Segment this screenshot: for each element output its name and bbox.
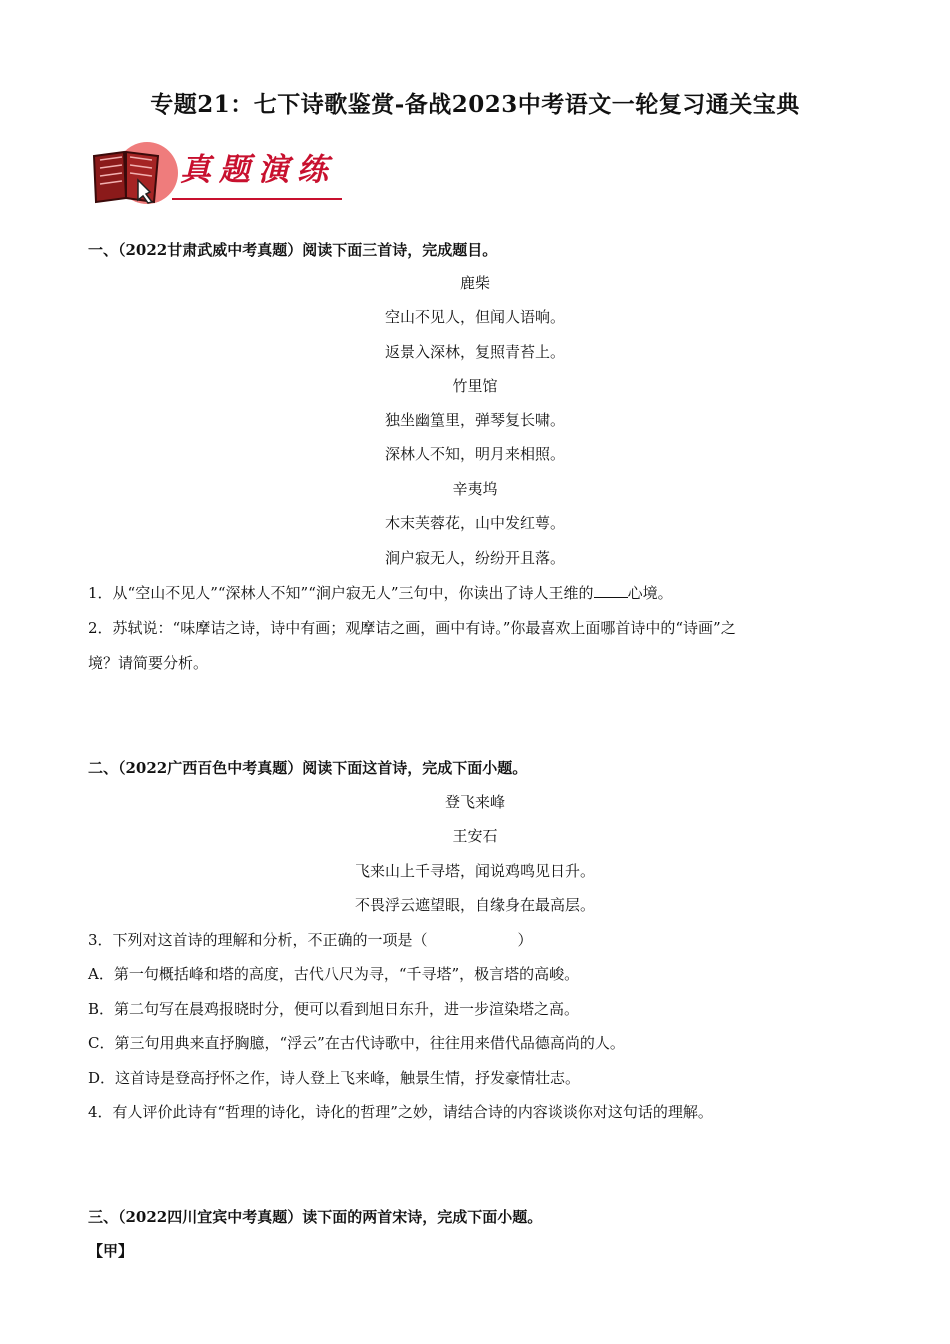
document-title: 专题21：七下诗歌鉴赏-备战2023中考语文一轮复习通关宝典	[150, 91, 800, 118]
section2-heading: 二、（2022广西百色中考真题）阅读下面这首诗，完成下面小题。	[88, 759, 528, 777]
question-1	[88, 583, 673, 603]
banner-underline	[172, 198, 342, 200]
poem-title: 鹿柴	[459, 274, 490, 292]
poem-title: 辛夷坞	[452, 480, 498, 498]
poem-author: 王安石	[452, 827, 498, 845]
poem-title: 登飞来峰	[444, 793, 505, 811]
section3-heading: 三、（2022四川宜宾中考真题）读下面的两首宋诗，完成下面小题。	[88, 1208, 543, 1226]
poem-line: 空山不见人，但闻人语响。	[384, 308, 565, 326]
answer-blank[interactable]	[594, 583, 628, 598]
option-a: A．第一句概括峰和塔的高度，古代八尺为寻，“千寻塔”，极言塔的高峻。	[88, 965, 580, 983]
book-icon	[88, 146, 166, 204]
section1-heading: 一、（2022甘肃武威中考真题）阅读下面三首诗，完成题目。	[88, 241, 498, 259]
poem-line: 涧户寂无人，纷纷开且落。	[384, 549, 565, 567]
option-b: B．第二句写在晨鸡报晓时分，便可以看到旭日东升，进一步渲染塔之高。	[88, 1000, 580, 1018]
poem-line: 独坐幽篁里，弹琴复长啸。	[384, 411, 565, 429]
poem-line: 深林人不知，明月来相照。	[384, 445, 565, 463]
poem-line: 返景入深林，复照青苔上。	[384, 343, 565, 361]
poem-line: 不畏浮云遮望眼，自缘身在最高层。	[354, 896, 595, 914]
question-4: 4．有人评价此诗有“哲理的诗化，诗化的哲理”之妙，请结合诗的内容谈谈你对这句话的理解。	[88, 1103, 713, 1121]
question-2-line1: 2．苏轼说：“味摩诘之诗，诗中有画；观摩诘之画，画中有诗。”你最喜欢上面哪首诗中的“诗画”之	[88, 619, 736, 637]
question-1-tail: 心境。	[627, 584, 673, 602]
poem-line: 飞来山上千寻塔，闻说鸡鸣见日升。	[354, 862, 595, 880]
poem-title: 竹里馆	[452, 377, 498, 395]
question-2-line2: 境？请简要分析。	[88, 654, 209, 672]
poem-marker: 【甲】	[88, 1242, 134, 1260]
option-d: D．这首诗是登高抒怀之作，诗人登上飞来峰，触景生情，抒发豪情壮志。	[88, 1069, 581, 1087]
question-1-text: 1．从“空山不见人”“深林人不知”“涧户寂无人”三句中，你读出了诗人王维的	[88, 584, 594, 602]
section-banner	[88, 140, 348, 210]
question-3: 3．下列对这首诗的理解和分析，不正确的一项是（ ）	[88, 931, 533, 949]
poem-line: 木末芙蓉花，山中发红萼。	[384, 514, 565, 532]
option-c: C．第三句用典来直抒胸臆，“浮云”在古代诗歌中，往往用来借代品德高尚的人。	[88, 1034, 625, 1052]
banner-label: 真题演练	[180, 152, 336, 188]
